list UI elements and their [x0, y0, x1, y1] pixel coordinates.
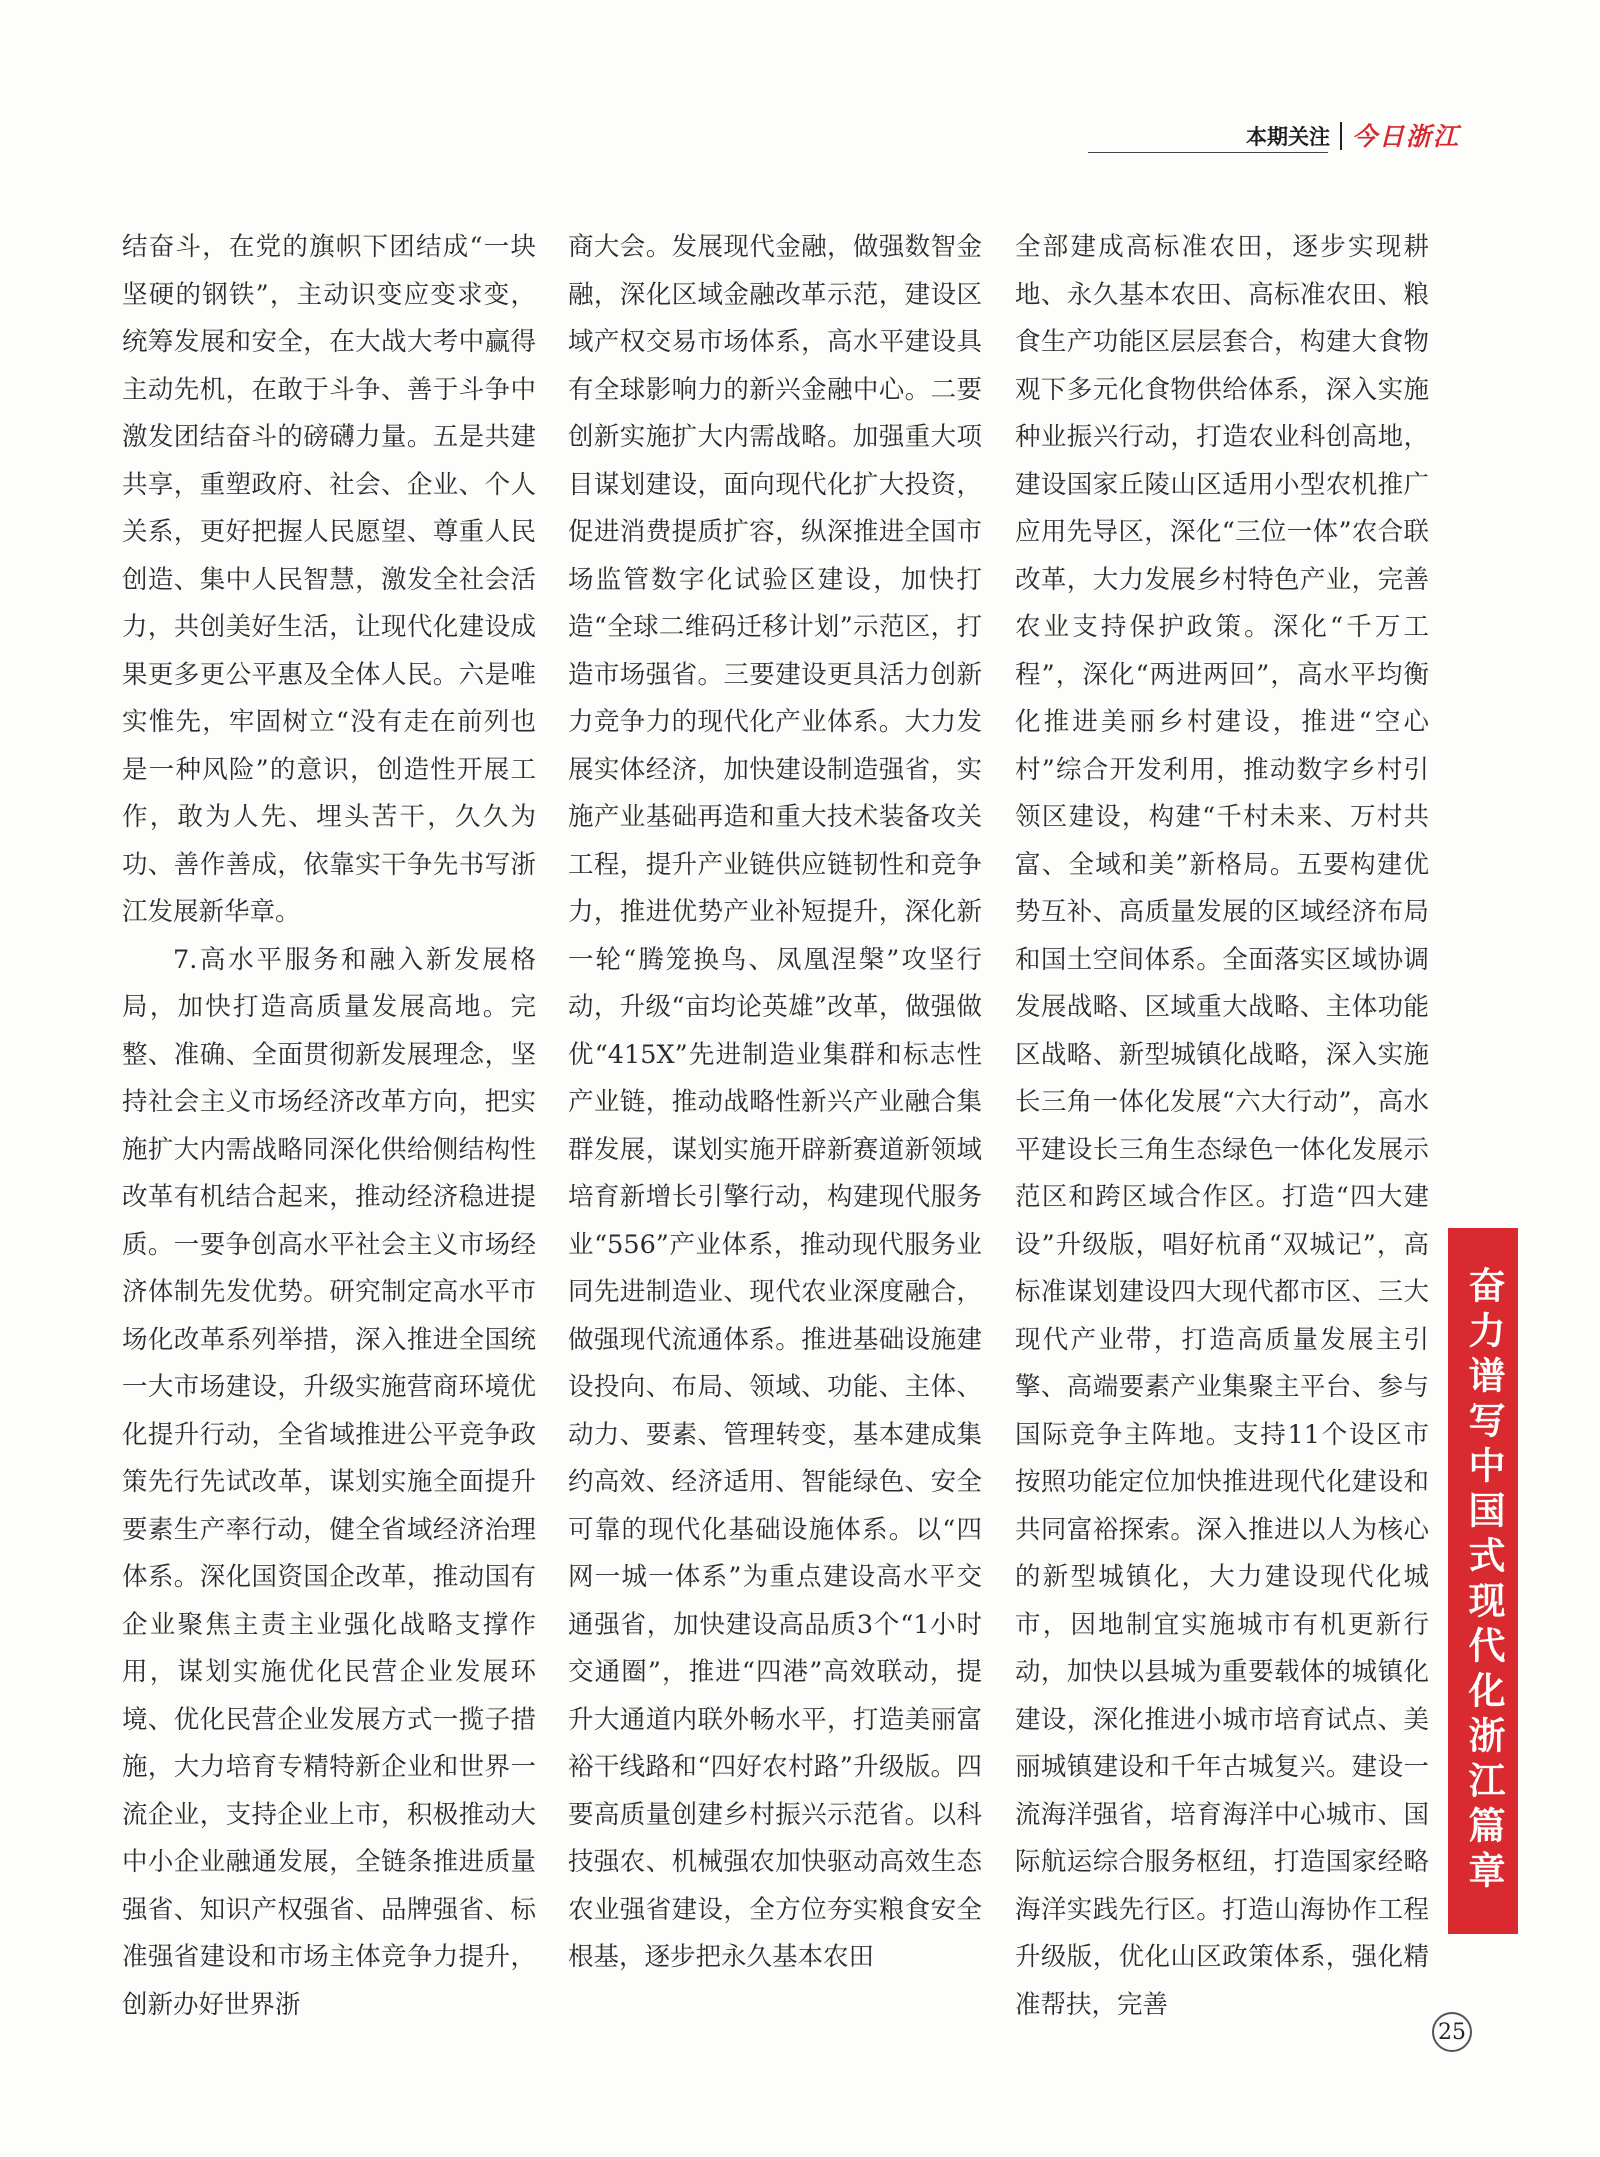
- paragraph: 全部建成高标准农田，逐步实现耕地、永久基本农田、高标准农田、粮食生产功能区层层套合，构建大食物观下多元化食物供给体系，深入实施种业振兴行动，打造农业科创高地，建设国家丘陵山区适用小型农机推广应用先导区，深化“三位一体”农合联改革，大力发展乡村特色产业，完善农业支持保护政策。深化“千万工程”，深化“两进两回”，高水平均衡化推进美丽乡村建设，推进“空心村”综合开发利用，推动数字乡村引领区建设，构建“千村未来、万村共富、全域和美”新格局。五要构建优势互补、高质量发展的区域经济布局和国土空间体系。全面落实区域协调发展战略、区域重大战略、主体功能区战略、新型城镇化战略，深入实施长三角一体化发展“六大行动”，高水平建设长三角生态绿色一体化发展示范区和跨区域合作区。打造“四大建设”升级版，唱好杭甬“双城记”，高标准谋划建设四大现代都市区、三大现代产业带，打造高质量发展主引擎、高端要素产业集聚主平台、参与国际竞争主阵地。支持11个设区市按照功能定位加快推进现代化建设和共同富裕探索。深入推进以人为核心的新型城镇化，大力建设现代化城市，因地制宜实施城市有机更新行动，加快以县城为重要载体的城镇化建设，深化推进小城市培育试点、美丽城镇建设和千年古城复兴。建设一流海洋强省，培育海洋中心城市、国际航运综合服务枢纽，打造国家经略海洋实践先行区。打造山海协作工程升级版，优化山区政策体系，强化精准帮扶，完善: [1015, 232, 1429, 2020]
- page-number: 25: [1432, 2012, 1472, 2052]
- section-label: 本期关注: [1245, 125, 1330, 149]
- page-header: [1246, 122, 1460, 150]
- text-column-2: [568, 224, 982, 1982]
- text-column-1: [122, 224, 536, 2029]
- side-banner: [1448, 1228, 1518, 1934]
- paragraph: 结奋斗，在党的旗帜下团结成“一块坚硬的钢铁”，主动识变应变求变，统筹发展和安全，在大战大考中赢得主动先机，在敢于斗争、善于斗争中激发团结奋斗的磅礴力量。五是共建共享，重塑政府、社会、企业、个人关系，更好把握人民愿望、尊重人民创造、集中人民智慧，激发全社会活力，共创美好生活，让现代化建设成果更多更公平惠及全体人民。六是唯实惟先，牢固树立“没有走在前列也是一种风险”的意识，创造性开展工作，敢为人先、埋头苦干，久久为功、善作善成，依靠实干争先书写浙江发展新华章。: [122, 232, 536, 927]
- side-banner-text: 奋力谱写中国式现代化浙江篇章: [1462, 1266, 1505, 1896]
- magazine-logo: 今日浙江: [1351, 122, 1460, 151]
- paragraph: 7.高水平服务和融入新发展格局，加快打造高质量发展高地。完整、准确、全面贯彻新发展理念，坚持社会主义市场经济改革方向，把实施扩大内需战略同深化供给侧结构性改革有机结合起来，推动经济稳进提质。一要争创高水平社会主义市场经济体制先发优势。研究制定高水平市场化改革系列举措，深入推进全国统一大市场建设，升级实施营商环境优化提升行动，全省域推进公平竞争政策先行先试改革，谋划实施全面提升要素生产率行动，健全省域经济治理体系。深化国资国企改革，推动国有企业聚焦主责主业强化战略支撑作用，谋划实施优化民营企业发展环境、优化民营企业发展方式一揽子措施，大力培育专精特新企业和世界一流企业，支持企业上市，积极推动大中小企业融通发展，全链条推进质量强省、知识产权强省、品牌强省、标准强省建设和市场主体竞争力提升，创新办好世界浙: [122, 944, 536, 2020]
- header-rule: [1088, 152, 1328, 153]
- text-column-3: [1015, 224, 1429, 2029]
- header-divider: [1340, 122, 1342, 150]
- paragraph: 商大会。发展现代金融，做强数智金融，深化区域金融改革示范，建设区域产权交易市场体系，高水平建设具有全球影响力的新兴金融中心。二要创新实施扩大内需战略。加强重大项目谋划建设，面向现代化扩大投资，促进消费提质扩容，纵深推进全国市场监管数字化试验区建设，加快打造“全球二维码迁移计划”示范区，打造市场强省。三要建设更具活力创新力竞争力的现代化产业体系。大力发展实体经济，加快建设制造强省，实施产业基础再造和重大技术装备攻关工程，提升产业链供应链韧性和竞争力，推进优势产业补短提升，深化新一轮“腾笼换鸟、凤凰涅槃”攻坚行动，升级“亩均论英雄”改革，做强做优“415X”先进制造业集群和标志性产业链，推动战略性新兴产业融合集群发展，谋划实施开辟新赛道新领域培育新增长引擎行动，构建现代服务业“556”产业体系，推动现代服务业同先进制造业、现代农业深度融合，做强现代流通体系。推进基础设施建设投向、布局、领域、功能、主体、动力、要素、管理转变，基本建成集约高效、经济适用、智能绿色、安全可靠的现代化基础设施体系。以“四网一城一体系”为重点建设高水平交通强省，加快建设高品质3个“1小时交通圈”，推进“四港”高效联动，提升大通道内联外畅水平，打造美丽富裕干线路和“四好农村路”升级版。四要高质量创建乡村振兴示范省。以科技强农、机械强农加快驱动高效生态农业强省建设，全方位夯实粮食安全根基，逐步把永久基本农田: [568, 232, 982, 1972]
